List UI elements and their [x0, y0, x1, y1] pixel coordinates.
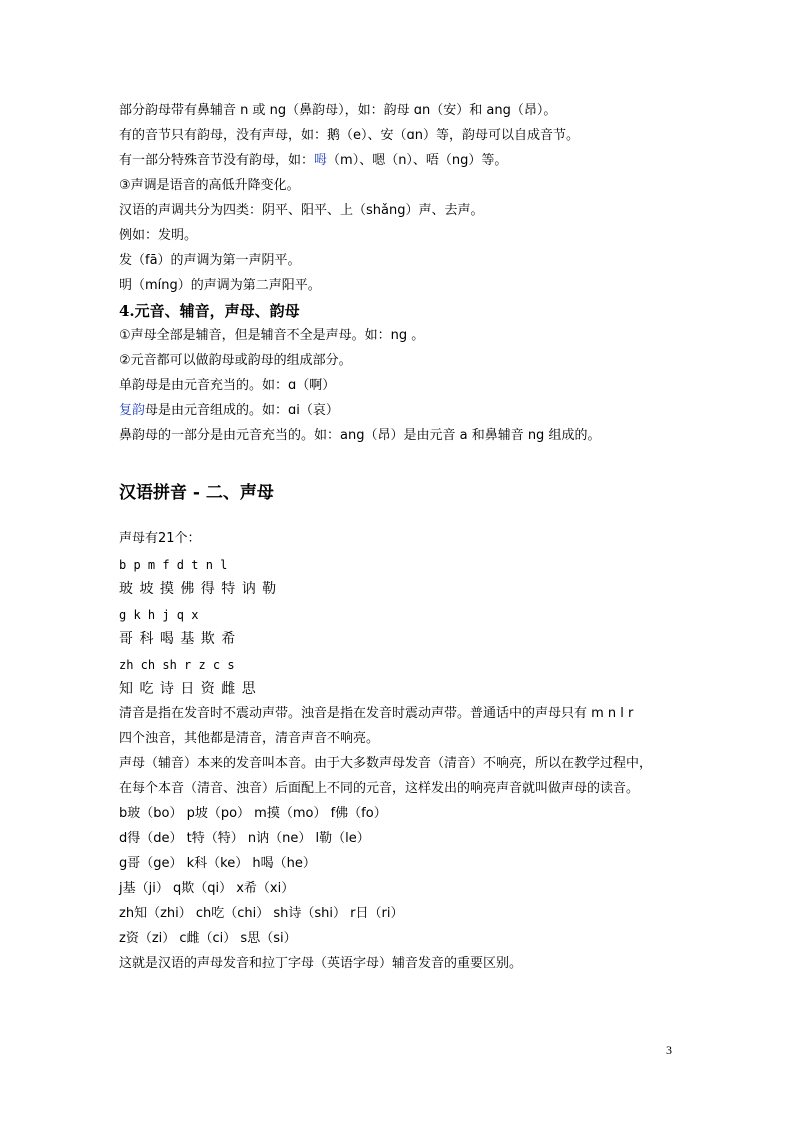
text-line: 明（míng）的声调为第二声阳平。 — [119, 278, 321, 293]
chapter-heading: 汉语拼音 - 二、声母 — [119, 483, 274, 503]
pinyin-letters-row: zh ch sh r z c s — [119, 658, 235, 672]
text-line — [119, 152, 507, 170]
hanzi-row: 知 吃 诗 日 资 雌 思 — [119, 681, 257, 697]
text-line — [119, 402, 339, 420]
hanzi-row: 玻 坡 摸 佛 得 特 讷 勒 — [119, 581, 278, 597]
text-line: 发（fā）的声调为第一声阴平。 — [119, 253, 301, 268]
hyperlink-m[interactable]: 呣 — [314, 153, 328, 168]
text-span: 有一部分特殊音节没有韵母，如： — [119, 153, 315, 168]
text-line: 单韵母是由元音充当的。如：ɑ（啊） — [119, 378, 336, 393]
pronunciation-row: zh知（zhi） ch吃（chi） sh诗（shi） r日（ri） — [119, 906, 404, 921]
pronunciation-row: d得（de） t特（特） n讷（ne） l勒（le） — [119, 831, 370, 846]
text-line: 这就是汉语的声母发音和拉丁字母（英语字母）辅音发音的重要区别。 — [119, 956, 523, 971]
text-line: ②元音都可以做韵母或韵母的组成部分。 — [119, 353, 352, 368]
text-line: 部分韵母带有鼻辅音 n 或 ng（鼻韵母），如：韵母 ɑn（安）和 ang（昂）。 — [119, 103, 557, 118]
text-line: 有的音节只有韵母，没有声母，如：鹅（e）、安（ɑn）等，韵母可以自成音节。 — [119, 128, 579, 143]
page-number: 3 — [666, 1043, 672, 1057]
text-line: 声母（辅音）本来的发音叫本音。由于大多数声母发音（清音）不响亮，所以在教学过程中， — [119, 756, 653, 771]
text-line: 在每个本音（清音、浊音）后面配上不同的元音，这样发出的响亮声音就叫做声母的读音。 — [119, 781, 640, 796]
text-line: 清音是指在发音时不震动声带。浊音是指在发音时震动声带。普通话中的声母只有 m n l r — [119, 706, 634, 721]
text-line: 四个浊音，其他都是清音，清音声音不响亮。 — [119, 731, 380, 746]
text-span: （m）、嗯（n）、唔（ng）等。 — [327, 153, 508, 168]
pronunciation-row: g哥（ge） k科（ke） h喝（he） — [119, 856, 316, 871]
pronunciation-row: z资（zi） c雌（ci） s思（si） — [119, 931, 297, 946]
hanzi-row: 哥 科 喝 基 欺 希 — [119, 631, 237, 647]
pinyin-letters-row: b p m f d t n l — [119, 558, 228, 572]
text-span: 母是由元音组成的。如：ɑi（哀） — [145, 403, 339, 418]
text-line: ①声母全部是辅音，但是辅音不全是声母。如：ng 。 — [119, 328, 425, 343]
hyperlink-fuyun[interactable]: 复韵 — [119, 403, 146, 418]
text-line: 汉语的声调共分为四类：阴平、阳平、上（shǎng）声、去声。 — [119, 203, 484, 218]
text-line: 鼻韵母的一部分是由元音充当的。如：ang（昂）是由元音 a 和鼻辅音 ng 组成的。 — [119, 428, 601, 443]
text-line: 例如：发明。 — [119, 228, 198, 243]
pronunciation-row: j基（ji） q欺（qi） x希（xi） — [119, 881, 295, 896]
text-line: ③声调是语音的高低升降变化。 — [119, 178, 300, 193]
pronunciation-row: b玻（bo） p坡（po） m摸（mo） f佛（fo） — [119, 806, 387, 821]
pinyin-letters-row: g k h j q x — [119, 608, 199, 622]
text-line: 声母有21个： — [119, 531, 201, 546]
section-heading: 4.元音、辅音，声母、韵母 — [119, 302, 300, 320]
